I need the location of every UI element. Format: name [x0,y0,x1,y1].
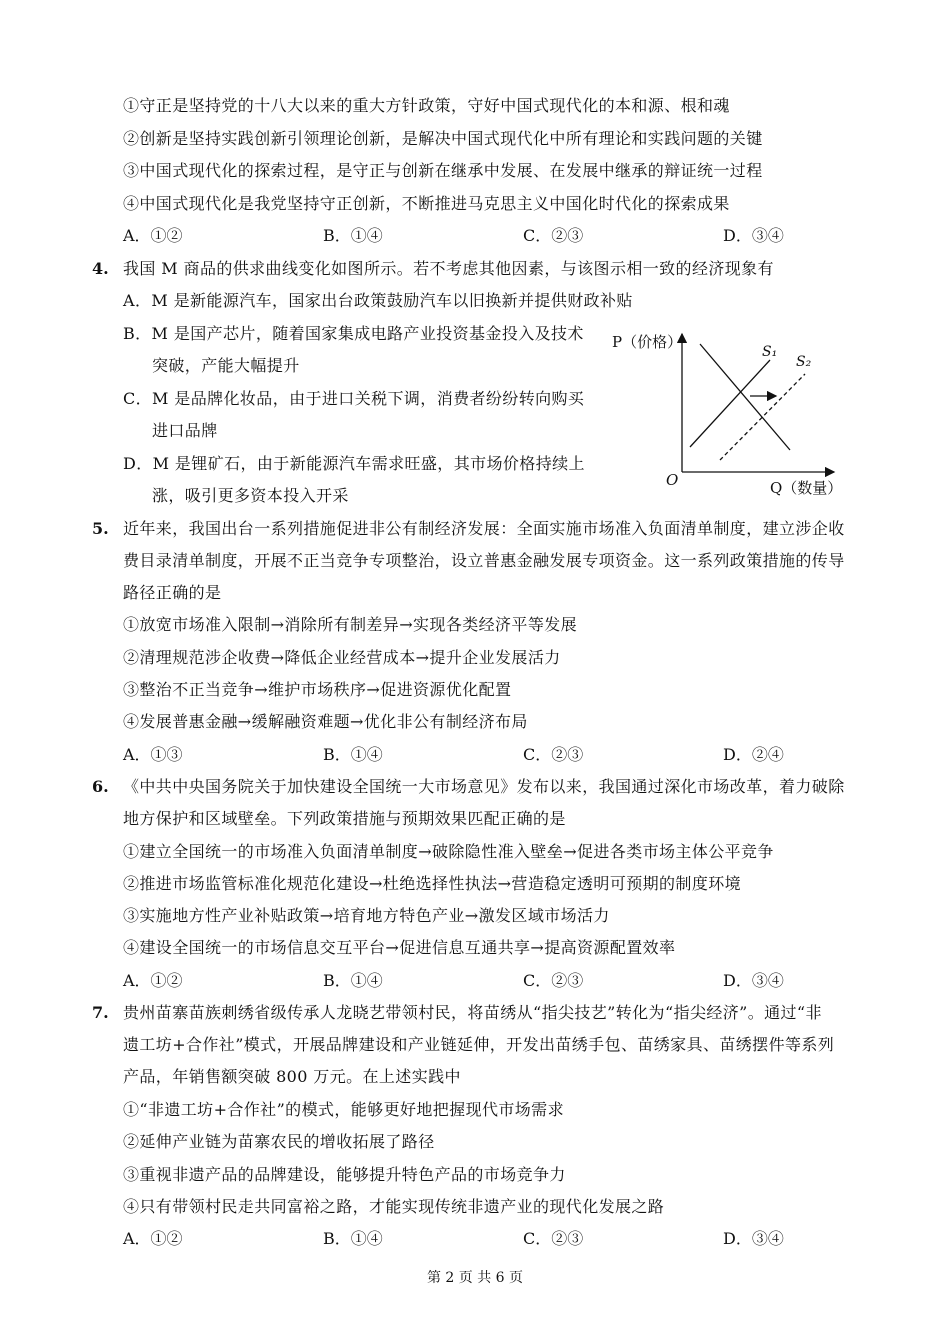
origin-label: O [666,471,679,489]
q7-choice-d: D．③④ [723,1229,784,1248]
q5-choice-d: D．②④ [723,745,784,764]
q6-option-1: ①建立全国统一的市场准入负面清单制度→破除隐性准入壁垒→促进各类市场主体公平竞争 [123,842,774,861]
q6-choice-c: C．②③ [523,971,584,990]
q7-option-4: ④只有带领村民走共同富裕之路，才能实现传统非遗产业的现代化发展之路 [123,1197,665,1216]
q6-choices [123,970,823,992]
q5-stem-line2: 费目录清单制度，开展不正当竞争专项整治，设立普惠金融发展专项资金。这一系列政策措施的传导 [123,551,845,570]
q7-option-1: ①“非遗工坊+合作社”的模式，能够更好地把握现代市场需求 [123,1100,564,1119]
q3-option-4: ④中国式现代化是我党坚持守正创新，不断推进马克思主义中国化时代化的探索成果 [123,194,730,213]
q3-choice-b: B．①④ [323,226,383,245]
q5-option-1: ①放宽市场准入限制→消除所有制差异→实现各类经济平等发展 [123,615,578,634]
q7-choice-a: A．①② [123,1229,183,1248]
q7-stem-line1: 贵州苗寨苗族刺绣省级传承人龙晓艺带领村民，将苗绣从“指尖技艺”转化为“指尖经济”。通过“非 [123,1003,822,1022]
q5-stem-line1: 近年来，我国出台一系列措施促进非公有制经济发展：全面实施市场准入负面清单制度，建立涉企收 [123,519,845,538]
supply-curve-s1 [690,360,770,447]
q5-choices [123,744,823,766]
q4-option-b-line1: B．M 是国产芯片，随着国家集成电路产业投资基金投入及技术 [123,324,584,343]
s1-label: S₁ [762,344,778,360]
q6-stem-line1: 《中共中央国务院关于加快建设全国统一大市场意见》发布以来，我国通过深化市场改革，着力破除 [123,777,845,796]
q3-choices [123,225,823,247]
q6-number: 6. [92,777,109,796]
q7-stem-line2: 遗工坊+合作社”模式，开展品牌建设和产业链延伸，开发出苗绣手包、苗绣家具、苗绣摆件等系列 [123,1035,835,1054]
q4-option-c-line1: C．M 是品牌化妆品，由于进口关税下调，消费者纷纷转向购买 [123,389,585,408]
q7-option-2: ②延伸产业链为苗寨农民的增收拓展了路径 [123,1132,435,1151]
x-axis-label: Q（数量） [770,479,843,497]
y-axis-label: P（价格） [612,333,683,351]
q4-option-a: A．M 是新能源汽车，国家出台政策鼓励汽车以旧换新并提供财政补贴 [123,291,633,310]
q4-number: 4. [92,259,109,278]
q5-choice-b: B．①④ [323,745,383,764]
q5-choice-c: C．②③ [523,745,584,764]
q6-option-4: ④建设全国统一的市场信息交互平台→促进信息互通共享→提高资源配置效率 [123,938,676,957]
q6-stem-line2: 地方保护和区域壁垒。下列政策措施与预期效果匹配正确的是 [123,809,566,828]
q4-option-d-line2: 涨，吸引更多资本投入开采 [152,486,349,505]
q6-option-2: ②推进市场监管标准化规范化建设→杜绝选择性执法→营造稳定透明可预期的制度环境 [123,874,742,893]
q7-option-3: ③重视非遗产品的品牌建设，能够提升特色产品的市场竞争力 [123,1165,566,1184]
q5-option-3: ③整治不正当竞争→维护市场秩序→促进资源优化配置 [123,680,512,699]
q7-choice-b: B．①④ [323,1229,383,1248]
q4-option-d-line1: D．M 是锂矿石，由于新能源汽车需求旺盛，其市场价格持续上 [123,454,585,473]
q3-choice-d: D．③④ [723,226,784,245]
q6-choice-d: D．③④ [723,971,784,990]
q6-choice-a: A．①② [123,971,183,990]
q4-option-c-line2: 进口品牌 [152,421,218,440]
q3-choice-a: A．①② [123,226,183,245]
q5-option-2: ②清理规范涉企收费→降低企业经营成本→提升企业发展活力 [123,648,561,667]
q3-option-3: ③中国式现代化的探索过程，是守正与创新在继承中发展、在发展中继承的辩证统一过程 [123,161,763,180]
q5-stem-line3: 路径正确的是 [123,583,222,602]
q5-choice-a: A．①③ [123,745,183,764]
q5-number: 5. [92,519,109,538]
q7-stem-line3: 产品，年销售额突破 800 万元。在上述实践中 [123,1067,461,1086]
q3-option-1: ①守正是坚持党的十八大以来的重大方针政策，守好中国式现代化的本和源、根和魂 [123,96,730,115]
q5-option-4: ④发展普惠金融→缓解融资难题→优化非公有制经济布局 [123,712,528,731]
q4-option-b-line2: 突破，产能大幅提升 [152,356,300,375]
supply-demand-graph [600,322,850,504]
q7-choices [123,1228,823,1250]
q3-option-2: ②创新是坚持实践创新引领理论创新，是解决中国式现代化中所有理论和实践问题的关键 [123,129,763,148]
q7-choice-c: C．②③ [523,1229,584,1248]
page-footer: 第 2 页 共 6 页 [426,1270,524,1286]
q4-stem: 我国 M 商品的供求曲线变化如图所示。若不考虑其他因素，与该图示相一致的经济现象有 [123,259,774,278]
s2-label: S₂ [796,354,812,370]
q7-number: 7. [92,1003,109,1022]
q6-option-3: ③实施地方性产业补贴政策→培育地方特色产业→激发区域市场活力 [123,906,610,925]
q6-choice-b: B．①④ [323,971,383,990]
q3-choice-c: C．②③ [523,226,584,245]
